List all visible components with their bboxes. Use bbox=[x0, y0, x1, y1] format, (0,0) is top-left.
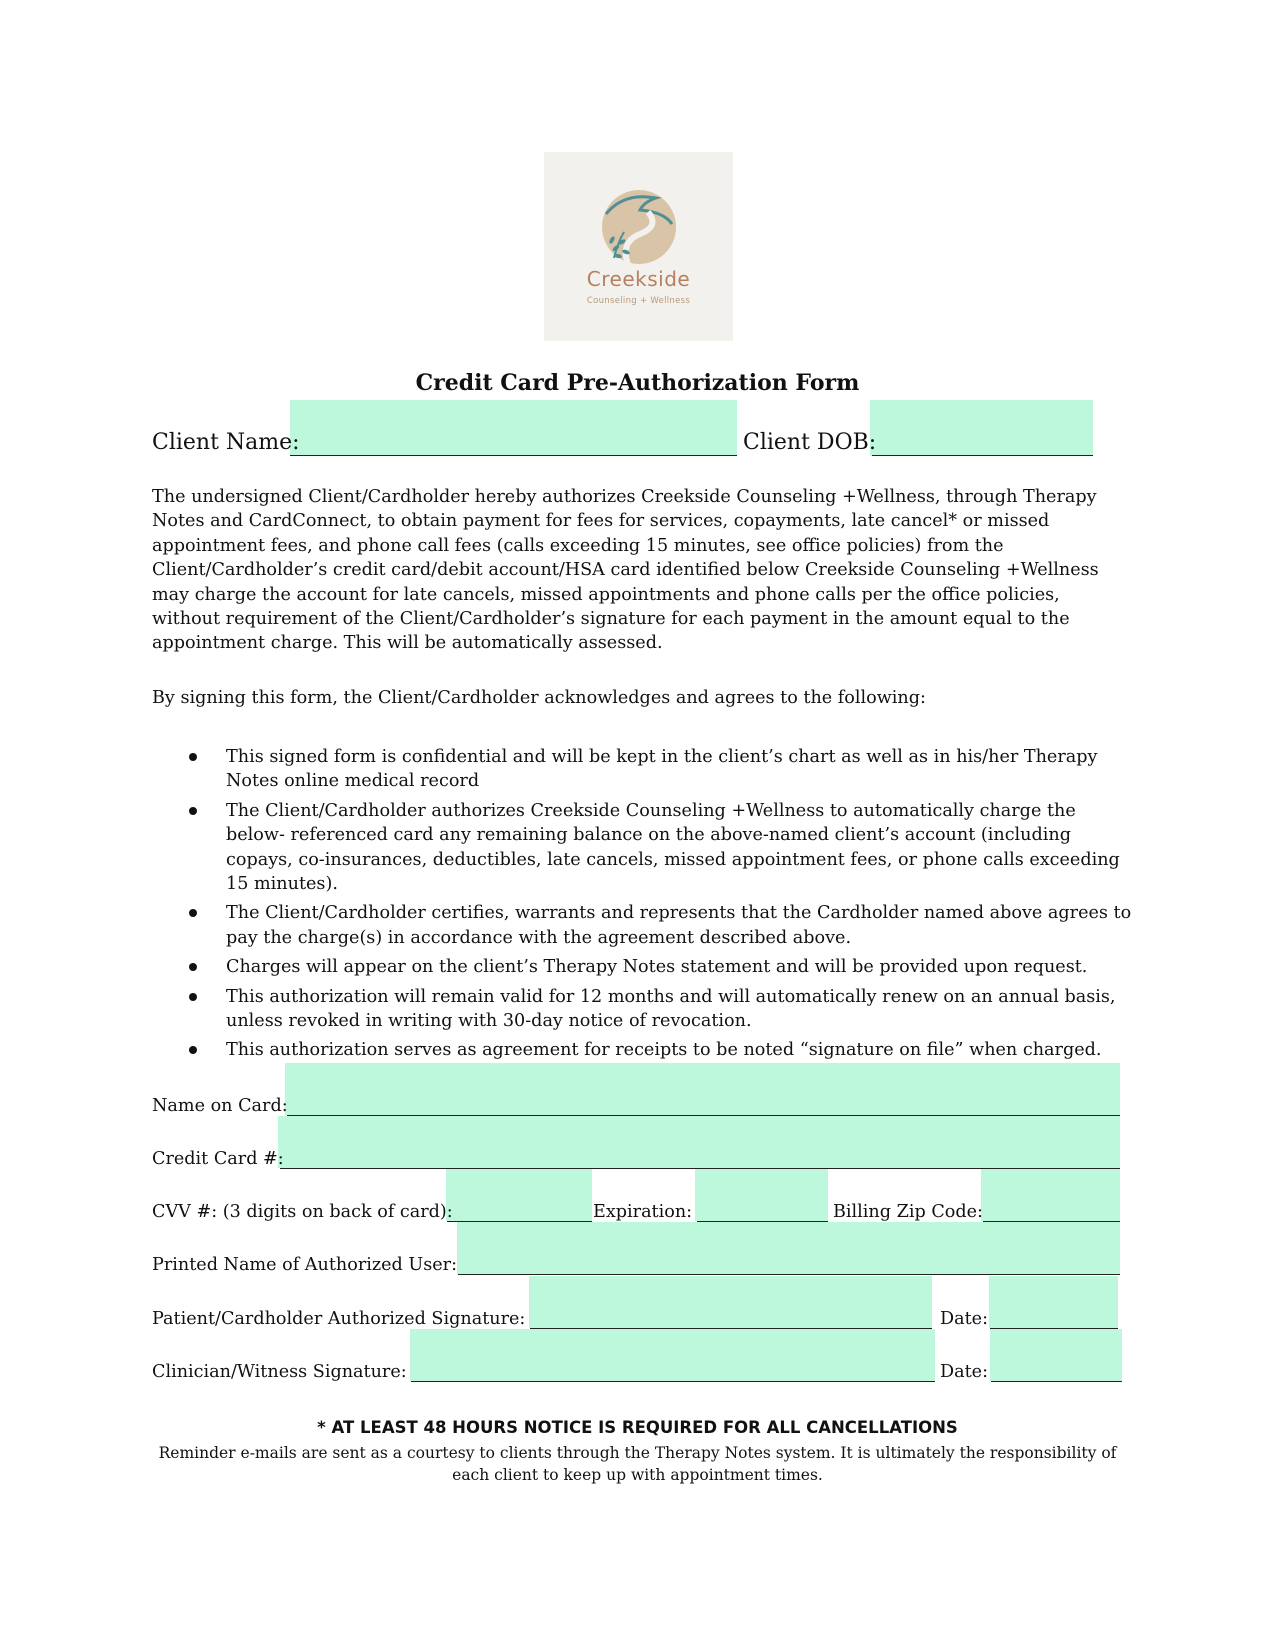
expiration-label: Expiration: bbox=[593, 1202, 693, 1222]
reminder-text: Reminder e-mails are sent as a courtesy to clients through the Therapy Notes system. It is ultimately the responsibility of each client to keep up with appointment times. bbox=[158, 1444, 1117, 1484]
date2-input[interactable] bbox=[990, 1329, 1122, 1381]
cvv-input[interactable] bbox=[446, 1169, 592, 1221]
cvv-label: CVV #: (3 digits on back of card): bbox=[152, 1202, 453, 1222]
zip-label: Billing Zip Code: bbox=[833, 1202, 983, 1222]
list-item: This authorization serves as agreement for receipts to be noted “signature on file” when charged. bbox=[152, 1038, 1132, 1062]
list-item: This authorization will remain valid for 12 months and will automatically renew on an annual basis, unless revoked in writing with 30-day notice of revocation. bbox=[152, 985, 1132, 1034]
clinician-signature-label: Clinician/Witness Signature: bbox=[152, 1362, 407, 1382]
cancellation-notice: * AT LEAST 48 HOURS NOTICE IS REQUIRED FOR ALL CANCELLATIONS bbox=[317, 1418, 958, 1437]
date1-input[interactable] bbox=[989, 1276, 1118, 1328]
list-item: The Client/Cardholder certifies, warrants and represents that the Cardholder named above agrees to pay the charge(s) in accordance with the agreement described above. bbox=[152, 901, 1132, 950]
name-on-card-label: Name on Card: bbox=[152, 1096, 288, 1116]
client-name-label: Client Name: bbox=[152, 430, 300, 455]
logo-name: Creekside bbox=[586, 267, 691, 291]
client-dob-input[interactable] bbox=[870, 400, 1093, 456]
clinician-signature-input[interactable] bbox=[410, 1329, 935, 1381]
date1-label: Date: bbox=[940, 1309, 989, 1329]
printed-name-label: Printed Name of Authorized User: bbox=[152, 1255, 458, 1275]
date2-line bbox=[991, 1381, 1122, 1382]
client-dob-line bbox=[872, 455, 1093, 456]
list-item: This signed form is confidential and will be kept in the client’s chart as well as in his/her Therapy Notes online medical record bbox=[152, 745, 1132, 794]
list-item: Charges will appear on the client’s Therapy Notes statement and will be provided upon request. bbox=[152, 955, 1132, 979]
client-name-line bbox=[290, 455, 737, 456]
zip-input[interactable] bbox=[981, 1169, 1120, 1221]
printed-name-line bbox=[458, 1274, 1120, 1275]
page-title: Credit Card Pre-Authorization Form bbox=[415, 370, 860, 396]
authorization-paragraph: The undersigned Client/Cardholder hereby authorizes Creekside Counseling +Wellness, through Therapy Notes and CardConnect, to obtain payment for fees for services, copayments, late cancel* or missed appointment fees, and phone call fees (calls exceeding 15 minutes, see office policies) from the Client/Cardholder’s credit card/debit account/HSA card identified below Creekside Counseling +Wellness may charge the account for late cancels, missed appointments and phone calls per the office policies, without requirement of the Client/Cardholder’s signature for each payment in the amount equal to the appointment charge. This will be automatically assessed. bbox=[152, 487, 1099, 654]
name-on-card-input[interactable] bbox=[285, 1063, 1120, 1115]
card-number-input[interactable] bbox=[278, 1116, 1120, 1168]
acknowledge-paragraph: By signing this form, the Client/Cardholder acknowledges and agrees to the following: bbox=[152, 688, 926, 708]
client-name-input[interactable] bbox=[290, 400, 737, 456]
creek-emblem-icon bbox=[544, 152, 733, 341]
creekside-logo bbox=[544, 152, 733, 341]
expiration-input[interactable] bbox=[695, 1169, 828, 1221]
client-dob-label: Client DOB: bbox=[743, 430, 877, 455]
patient-signature-label: Patient/Cardholder Authorized Signature: bbox=[152, 1309, 526, 1329]
patient-signature-input[interactable] bbox=[529, 1276, 932, 1328]
card-number-label: Credit Card #: bbox=[152, 1149, 284, 1169]
date2-label: Date: bbox=[940, 1362, 989, 1382]
clinician-signature-line bbox=[411, 1381, 935, 1382]
printed-name-input[interactable] bbox=[457, 1222, 1120, 1274]
logo-tagline: Counseling + Wellness bbox=[586, 296, 691, 306]
list-item: The Client/Cardholder authorizes Creekside Counseling +Wellness to automatically charge the below- referenced card any remaining balance on the above-named client’s account (including copays, co-insurances, deductibles, late cancels, missed appointment fees, or phone calls exceeding 15 minutes). bbox=[152, 799, 1132, 897]
terms-list bbox=[152, 745, 1132, 1068]
